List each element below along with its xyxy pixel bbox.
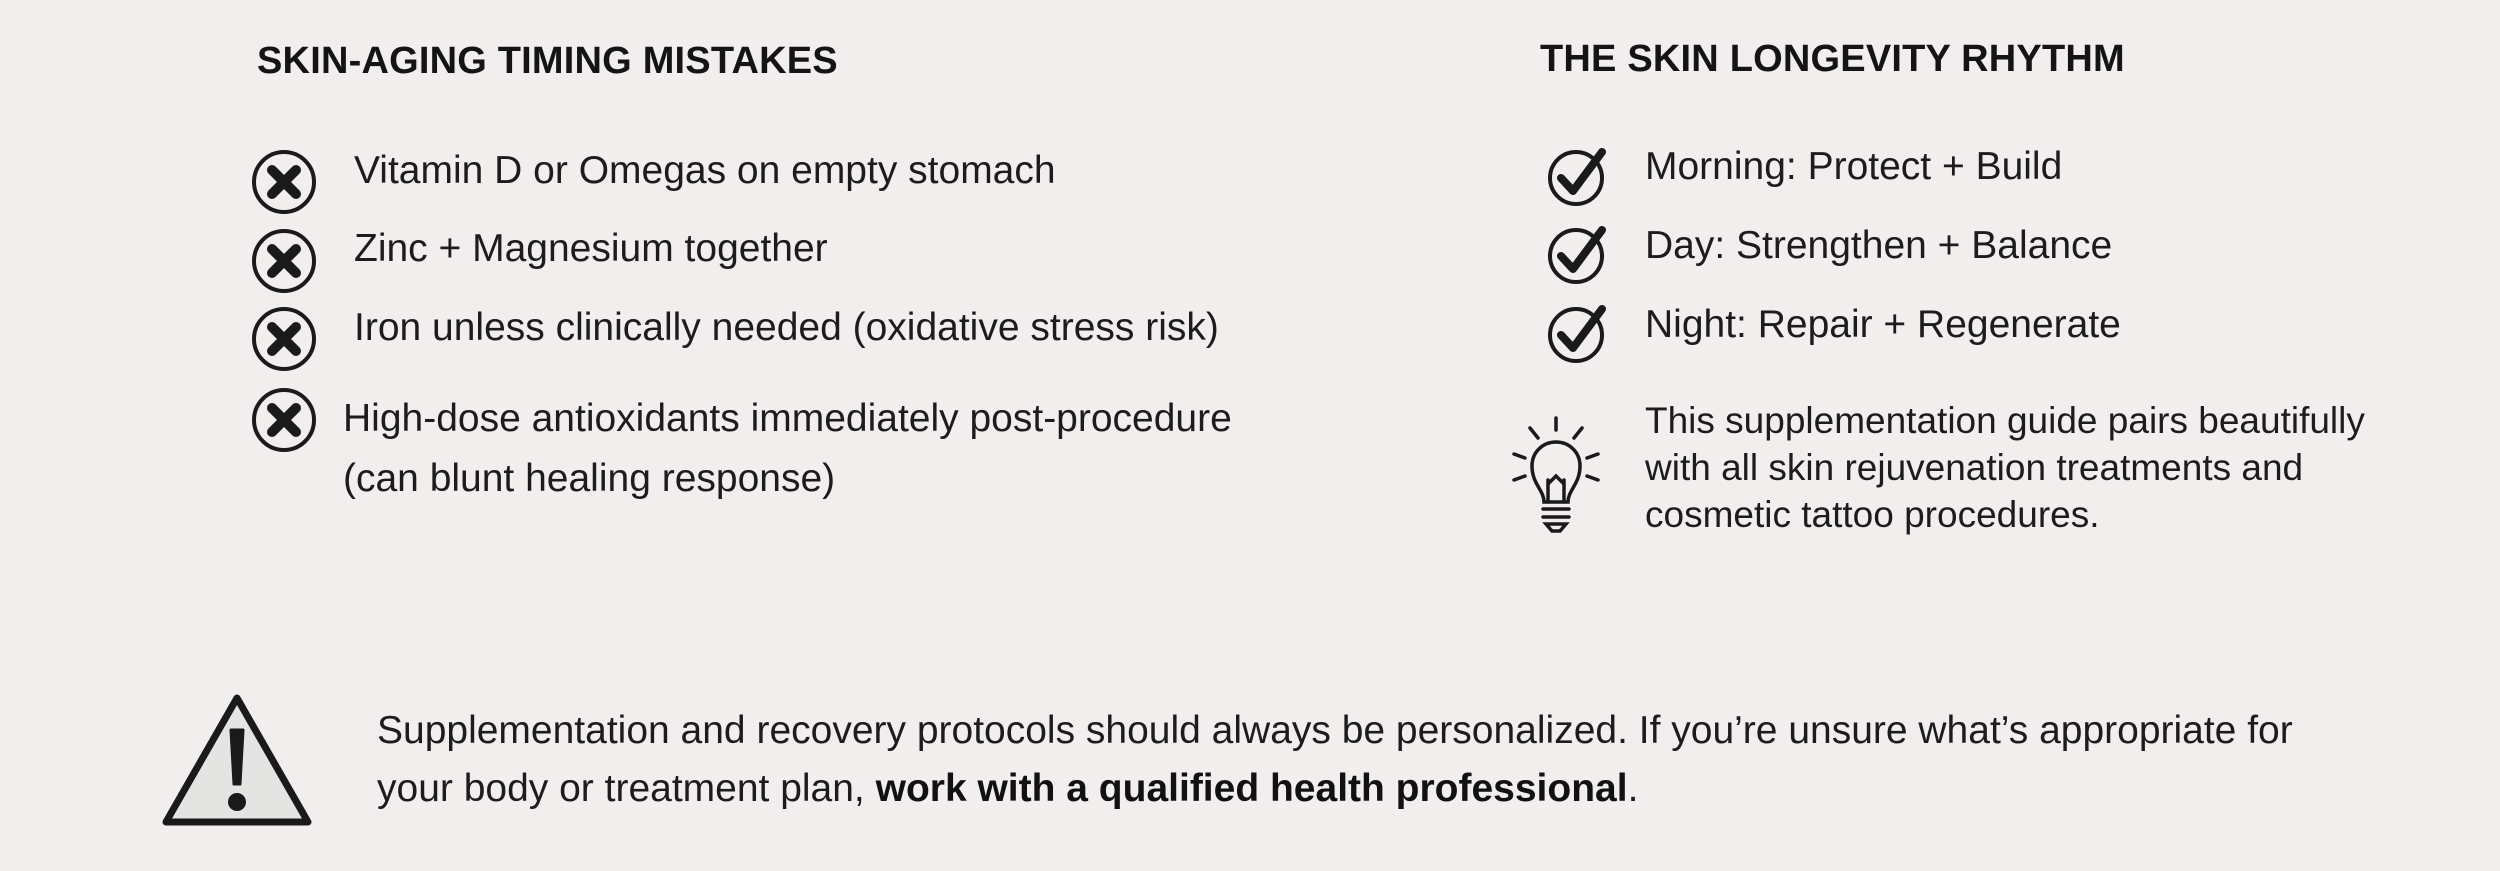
checkmark-circle-icon <box>1546 142 1612 208</box>
checkmark-circle-icon <box>1546 299 1612 365</box>
x-circle-icon <box>250 227 318 295</box>
disclaimer-text-main: Supplementation and recovery protocols should always be personalized. If you’re unsure what’s appropriate for your body or treatment plan, <box>377 709 2293 810</box>
disclaimer-emphasis: work with a qualified health professional <box>875 767 1628 810</box>
checkmark-circle-icon <box>1546 220 1612 286</box>
mistakes-heading: SKIN-AGING TIMING MISTAKES <box>257 40 838 82</box>
mistake-item-4-line2: (can blunt healing response) <box>343 457 836 500</box>
lightbulb-icon <box>1508 414 1604 536</box>
x-circle-icon <box>250 148 318 216</box>
rhythm-item-day: Day: Strengthen + Balance <box>1645 224 2113 267</box>
mistake-item-4-line1: High-dose antioxidants immediately post-procedure <box>343 397 1232 440</box>
disclaimer-period: . <box>1627 767 1639 810</box>
mistake-item-3: Iron unless clinically needed (oxidative stress risk) <box>354 306 1219 349</box>
rhythm-heading: THE SKIN LONGEVITY RHYTHM <box>1540 38 2125 80</box>
warning-triangle-icon <box>160 690 314 832</box>
x-circle-icon <box>250 305 318 373</box>
mistake-item-2: Zinc + Magnesium together <box>354 227 828 270</box>
disclaimer-text <box>377 702 2337 818</box>
tip-text: This supplementation guide pairs beautifully with all skin rejuvenation treatments and cosmetic tattoo procedures. <box>1645 400 2365 535</box>
mistake-item-1: Vitamin D or Omegas on empty stomach <box>354 149 1056 192</box>
rhythm-item-morning: Morning: Protect + Build <box>1645 145 2063 188</box>
rhythm-item-night: Night: Repair + Regenerate <box>1645 303 2121 346</box>
x-circle-icon <box>250 386 318 454</box>
